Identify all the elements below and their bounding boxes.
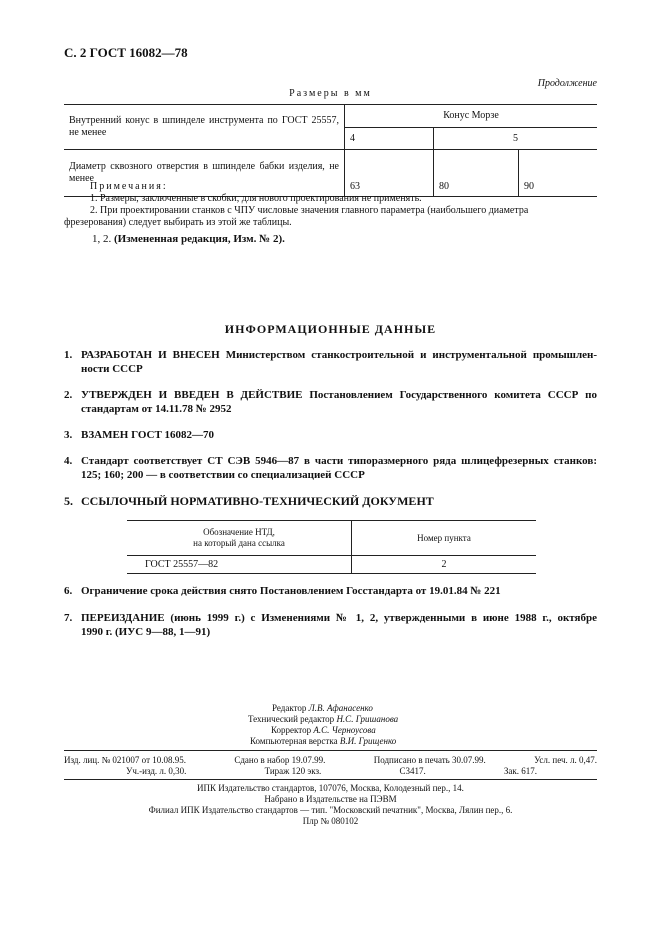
page-header: С. 2 ГОСТ 16082—78 bbox=[64, 45, 188, 60]
table-header-group: Конус Морзе bbox=[345, 105, 598, 128]
table-subheader-5: 5 bbox=[434, 127, 598, 150]
amendment-prefix: 1, 2. bbox=[92, 233, 112, 245]
imprint-field: Тираж 120 экз. bbox=[264, 766, 322, 776]
notes-title: Примечания: bbox=[90, 181, 168, 192]
reference-table bbox=[127, 520, 536, 574]
credit-name: Л.В. Афанасенко bbox=[308, 703, 373, 713]
info-item-1 bbox=[64, 348, 597, 376]
item-number: 6. bbox=[64, 585, 73, 597]
ref-col2-header: Номер пункта bbox=[352, 521, 537, 556]
credit-name: В.И. Грищенко bbox=[339, 736, 397, 746]
imprint-field: Зак. 617. bbox=[503, 766, 537, 776]
table-row-label: Диаметр сквозного отверстия в шпинделе бабки изделия, не менее bbox=[64, 150, 345, 197]
item-text: 125; 160; 200 — в соответствии со специализацией СССР bbox=[81, 469, 365, 481]
imprint bbox=[64, 755, 597, 777]
imprint-field: С3417. bbox=[399, 766, 426, 776]
ref-col1-header: Обозначение НТД, на который дана ссылка bbox=[127, 521, 352, 556]
item-text: РАЗРАБОТАН И ВНЕСЕН Министерством станкостроительной и инструментальной промышлен- bbox=[81, 349, 597, 361]
imprint-field: Уч.-изд. л. 0,30. bbox=[126, 766, 187, 776]
imprint-field: Усл. печ. л. 0,47. bbox=[534, 755, 597, 765]
imprint-field: Изд. лиц. № 021007 от 10.08.95. bbox=[64, 755, 186, 765]
item-text: ности СССР bbox=[81, 363, 143, 375]
item-text: 1990 г. (ИУС 9—88, 1—91) bbox=[81, 626, 211, 638]
table-cell: 63 bbox=[345, 150, 434, 197]
item-text: Ограничение срока действия снято Постановлением Госстандарта от 19.01.84 № 221 bbox=[81, 585, 501, 597]
info-item-2 bbox=[64, 388, 597, 416]
publisher-info bbox=[64, 783, 597, 827]
item-number: 3. bbox=[64, 429, 73, 441]
item-number: 1. bbox=[64, 349, 73, 361]
table-caption: Размеры в мм bbox=[289, 88, 372, 99]
table-header-label: Внутренний конус в шпинделе инструмента по ГОСТ 25557, не менее bbox=[64, 105, 345, 150]
item-number: 4. bbox=[64, 455, 73, 467]
table-subheader-4: 4 bbox=[345, 127, 434, 150]
note-item: фрезерования) следует выбирать из этой же таблицы. bbox=[64, 217, 292, 228]
note-item: 1. Размеры, заключенные в скобки, для нового проектирования не применять. bbox=[90, 193, 422, 204]
publisher-line: Филиал ИПК Издательство стандартов — тип. "Московский печатник", Москва, Лялин пер., 6. bbox=[148, 805, 513, 815]
item-text: стандартам от 14.11.78 № 2952 bbox=[81, 403, 232, 415]
info-item-7 bbox=[64, 611, 597, 639]
amendment-note bbox=[92, 233, 285, 245]
credit-name: А.С. Черноусова bbox=[313, 725, 376, 735]
publisher-line: Набрано в Издательстве на ПЭВМ bbox=[264, 794, 397, 804]
credit-label: Редактор bbox=[272, 703, 307, 713]
divider bbox=[64, 779, 597, 780]
ref-doc: ГОСТ 25557—82 bbox=[127, 556, 352, 574]
divider bbox=[64, 750, 597, 751]
credit-name: Н.С. Гришанова bbox=[336, 714, 399, 724]
info-item-5 bbox=[64, 494, 597, 508]
item-text: Стандарт соответствует СТ СЭВ 5946—87 в части типоразмерного ряда шлицефрезерных станков: bbox=[81, 455, 597, 467]
table-cell: 80 bbox=[434, 150, 519, 197]
item-text: ПЕРЕИЗДАНИЕ (июнь 1999 г.) с Изменениями № 1, 2, утвержденными в июне 1988 г., октябре bbox=[81, 612, 597, 624]
credit-label: Компьютерная верстка bbox=[250, 736, 338, 746]
item-text: ССЫЛОЧНЫЙ НОРМАТИВНО-ТЕХНИЧЕСКИЙ ДОКУМЕНТ bbox=[81, 494, 434, 508]
item-number: 7. bbox=[64, 612, 73, 624]
continued-label: Продолжение bbox=[537, 78, 597, 89]
credit-label: Технический редактор bbox=[248, 714, 335, 724]
credits bbox=[200, 703, 500, 747]
info-item-4 bbox=[64, 454, 597, 482]
ref-item: 2 bbox=[352, 556, 537, 574]
notes bbox=[64, 181, 597, 229]
item-text: УТВЕРЖДЕН И ВВЕДЕН В ДЕЙСТВИЕ Постановлением Государственного комитета СССР по bbox=[81, 389, 597, 401]
amendment-text: (Измененная редакция, Изм. № 2). bbox=[114, 233, 285, 245]
item-text: ВЗАМЕН ГОСТ 16082—70 bbox=[81, 429, 215, 441]
publisher-line: Плр № 080102 bbox=[302, 816, 359, 826]
table-cell: 90 bbox=[519, 150, 598, 197]
imprint-field: Сдано в набор 19.07.99. bbox=[234, 755, 326, 765]
note-item: 2. При проектировании станков с ЧПУ числовые значения главного параметра (наибольшего диаметра bbox=[90, 205, 529, 216]
info-item-3 bbox=[64, 428, 597, 442]
credit-label: Корректор bbox=[271, 725, 312, 735]
item-number: 5. bbox=[64, 494, 73, 508]
info-item-6 bbox=[64, 584, 597, 598]
info-title: ИНФОРМАЦИОННЫЕ ДАННЫЕ bbox=[224, 322, 437, 336]
imprint-field: Подписано в печать 30.07.99. bbox=[373, 755, 486, 765]
item-number: 2. bbox=[64, 389, 73, 401]
publisher-line: ИПК Издательство стандартов, 107076, Москва, Колодезный пер., 14. bbox=[197, 783, 464, 793]
